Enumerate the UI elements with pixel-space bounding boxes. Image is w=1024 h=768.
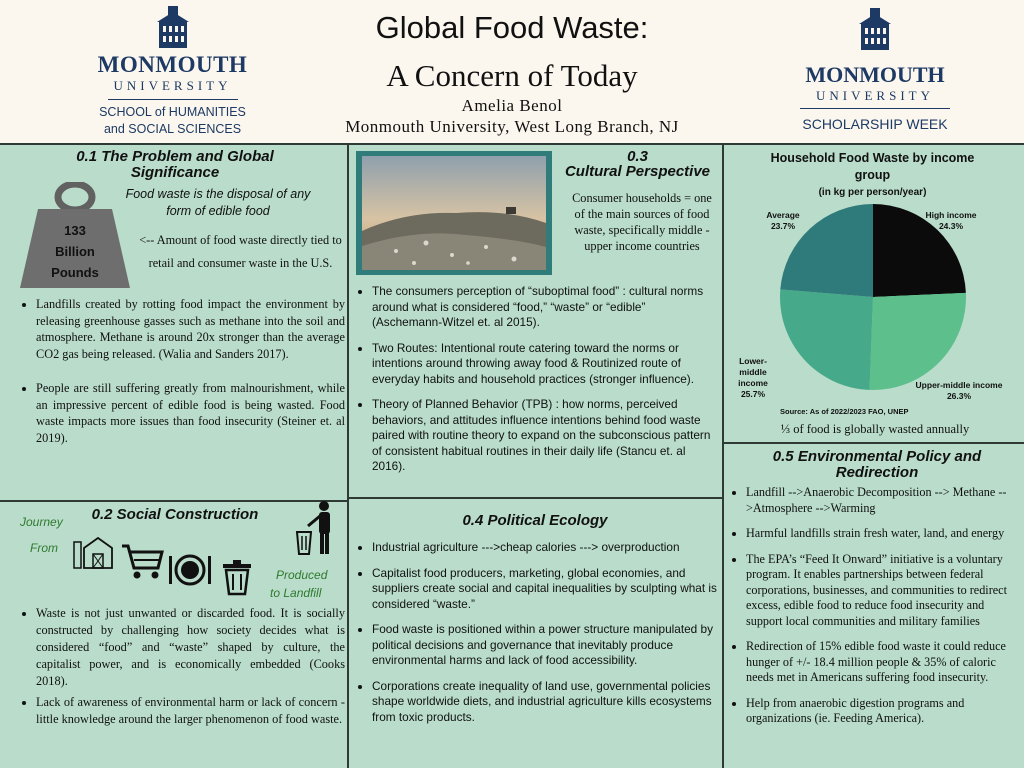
- section-0-1-subtitle: Food waste is the disposal of any form of edible food: [125, 187, 311, 218]
- pie-label-average: Average 23.7%: [766, 210, 800, 231]
- section-0-2-bullet-2: • Lack of awareness of environmental harm or lack of concern - little knowledge around the larger phenomenon of food waste.: [36, 694, 345, 728]
- weight-label-unit-1: Billion: [55, 244, 95, 259]
- to-landfill-label: to Landfill: [270, 586, 322, 600]
- section-divider-right: [723, 442, 1024, 444]
- right-logo-sub: UNIVERSITY: [816, 88, 934, 103]
- journey-label: Journey: [20, 515, 63, 529]
- school-line-1: [80, 105, 265, 119]
- section-0-5-bullet-5: • Help from anaerobic digestion programs and organizations (ie. Feeding America).: [746, 696, 1020, 727]
- poster-title-line-2: A Concern of Today: [386, 58, 638, 93]
- section-0-2-bullets: [20, 605, 345, 738]
- chart-source: Source: As of 2022/2023 FAO, UNEP: [780, 407, 909, 416]
- school-line-2: and SOCIAL SCIENCES: [103, 122, 242, 136]
- left-logo-sub: UNIVERSITY: [113, 78, 232, 93]
- section-0-3-bullet-1: • The consumers perception of “suboptimal food” : cultural norms around what is considered “food,” “waste” or “edible” (Aschemann-Witzel et. al 2015).: [372, 284, 718, 331]
- weight-label: [20, 220, 130, 283]
- chart-caption: ⅓ of food is globally wasted annually: [780, 422, 970, 436]
- school-word-humanities: HUMANITIES: [168, 105, 246, 119]
- section-0-3-bullet-2: • Two Routes: Intentional route catering toward the norms or intentions around throwing away food & Routinized route of everyday habits and household practices (stronger influence).: [372, 341, 718, 388]
- produced-label: Produced: [276, 568, 328, 582]
- section-0-1-bullet-2: • People are still suffering greatly from malnourishment, while an impressive percent of edible food is being wasted. Food waste impacts more issues than food insecurity (Steiner et. al 2019).: [36, 380, 345, 446]
- barn-icon: [72, 530, 118, 570]
- plate-cutlery-icon: [166, 552, 214, 588]
- landfill-photo: [356, 151, 552, 275]
- section-0-2-bullet-1: • Waste is not just unwanted or discarded food. It is socially constructed by challenging how society decides what is considered “food” and “waste” shaped by culture, the capitalist power, and is economically embedded (Cooks 2018).: [36, 605, 345, 690]
- section-0-4-bullet-3: • Food waste is positioned within a power structure manipulated by political decisions and governance that inevitably produce environmental harms and lack of food accessibility.: [372, 622, 718, 669]
- shopping-cart-icon: [120, 542, 164, 580]
- left-logo-name: MONMOUTH: [97, 52, 248, 77]
- section-0-4-bullet-4: • Corporations create inequality of land use, governmental policies shape worldwide diets, and industrial agriculture kills ecosystems from toxic products.: [372, 679, 718, 726]
- pie-slice-upper-middle-income: [869, 293, 966, 390]
- section-0-1-bullet-1: • Landfills created by rotting food impact the environment by releasing greenhouse gasses such as methane into the soil and atmosphere. Methane is around 20x stronger than the average CO2 gas being released. (Walia and Sanders 2017).: [36, 296, 345, 362]
- trash-can-icon: [220, 558, 254, 596]
- weight-label-number: 133: [64, 223, 86, 238]
- section-0-3-intro: Consumer households = one of the main sources of food waste, specifically middle - upper income countries: [572, 191, 712, 253]
- university-building-icon: [855, 8, 895, 50]
- section-0-3-title-number: 0.3: [627, 148, 648, 165]
- school-word-school: SCHOOL of: [99, 105, 169, 119]
- author-name: Amelia Benol: [461, 96, 563, 115]
- pie-label-high-income: High income 24.3%: [925, 210, 977, 231]
- column-divider-1: [347, 143, 349, 768]
- scholarship-week-label: SCHOLARSHIP WEEK: [802, 116, 948, 132]
- author-affiliation: Monmouth University, West Long Branch, NJ: [345, 117, 679, 136]
- section-0-3-title: Cultural Perspective: [564, 163, 711, 180]
- section-0-5-bullet-3: • The EPA’s “Feed It Onward” initiative is a voluntary program. It enables partnerships between federal corporations, businesses, and communities to redirect excess, edible food to reduce food insecurity and support local communities and military families: [746, 552, 1020, 630]
- pie-label-upper-middle-income: Upper-middle income 26.3%: [915, 380, 1003, 401]
- section-0-4-bullet-1: • Industrial agriculture --->cheap calories ---> overproduction: [372, 540, 718, 556]
- section-0-5-bullet-1: • Landfill -->Anaerobic Decomposition --> Methane -->Atmosphere -->Warming: [746, 485, 1020, 516]
- section-0-1-bullets: [20, 296, 345, 456]
- weight-label-unit-2: Pounds: [51, 265, 99, 280]
- section-0-2-title: 0.2 Social Construction: [91, 506, 259, 523]
- pie-slice-lower-middle-income: [780, 289, 873, 390]
- from-label: From: [30, 541, 58, 555]
- chart-subtitle: (in kg per person/year): [818, 187, 927, 198]
- section-0-4-bullets: [356, 540, 718, 735]
- pie-chart: [723, 200, 1024, 408]
- left-logo-rule: [108, 99, 238, 100]
- pie-label-lower-middle-income: Lower-middle income 25.7%: [738, 356, 768, 399]
- person-trash-icon: [294, 500, 338, 556]
- section-0-3-bullets: [356, 284, 718, 485]
- section-0-5-bullet-2: • Harmful landfills strain fresh water, land, and energy: [746, 526, 1020, 542]
- section-0-4-title: 0.4 Political Ecology: [462, 512, 608, 529]
- section-0-5-bullet-4: • Redirection of 15% edible food waste it could reduce hunger of +/- 18.4 million people & 35% of caloric needs met in Americans suffering food insecurity.: [746, 639, 1020, 686]
- left-logo: [80, 6, 265, 140]
- section-0-3-bullet-3: • Theory of Planned Behavior (TPB) : how norms, perceived behaviors, and attitudes influence intentions behind food waste paired with routine theory to expand on the subconscious pattern of consistent habitual routines in their daily life (Stancu et. al 2016).: [372, 397, 718, 475]
- section-0-1-title: 0.1 The Problem and Global Significance: [76, 148, 274, 181]
- right-logo-rule: [800, 108, 950, 109]
- section-divider-middle: [348, 497, 723, 499]
- right-logo-name: MONMOUTH: [805, 62, 945, 87]
- section-0-4-bullet-2: • Capitalist food producers, marketing, global economies, and suppliers create social and capital inequalities by sculpting what is considered “waste.”: [372, 566, 718, 613]
- section-0-5-title: 0.5 Environmental Policy and Redirection: [772, 448, 982, 481]
- poster-title-line-1: Global Food Waste:: [375, 10, 649, 45]
- chart-title: Household Food Waste by income group: [770, 151, 975, 182]
- weight-caption: <-- Amount of food waste directly tied to retail and consumer waste in the U.S.: [139, 233, 342, 270]
- right-logo: [790, 8, 960, 138]
- header-divider: [0, 143, 1024, 145]
- section-0-5-bullets: [730, 485, 1020, 737]
- university-building-icon: [153, 6, 193, 48]
